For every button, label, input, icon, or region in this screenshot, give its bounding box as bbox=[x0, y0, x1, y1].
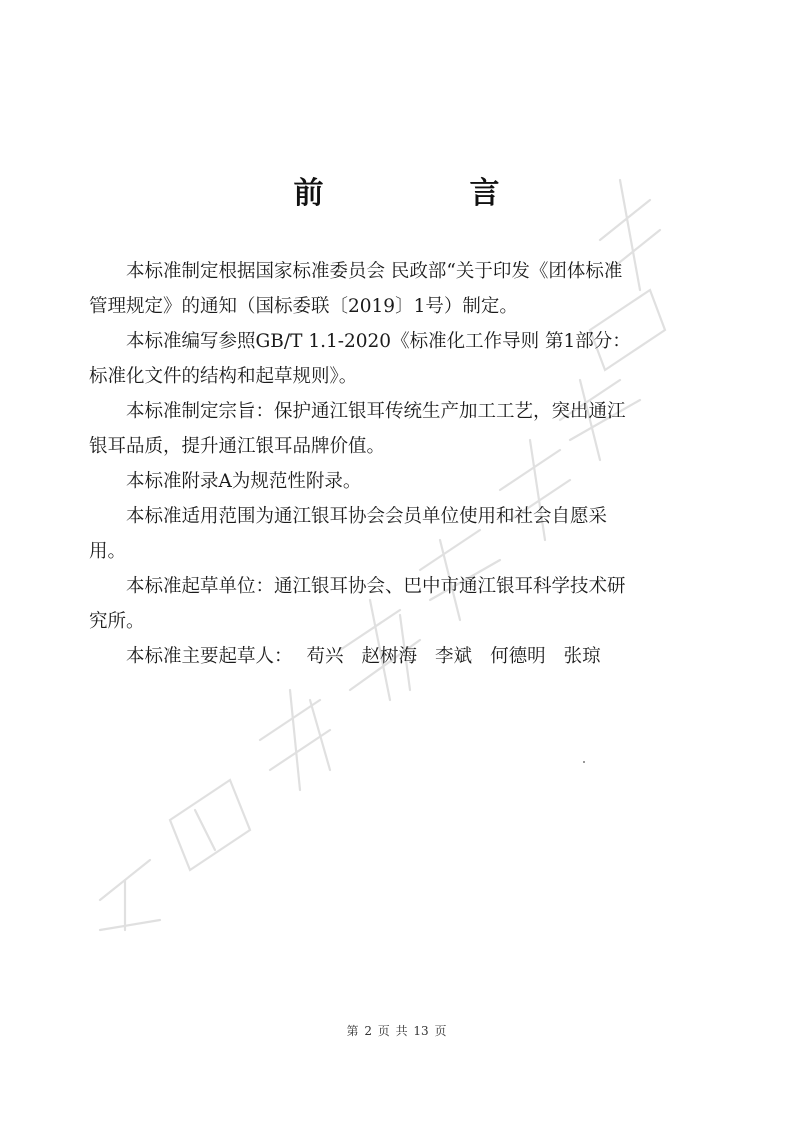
speck bbox=[583, 761, 585, 763]
paragraph-reference bbox=[89, 324, 709, 394]
page-title: 前 言 bbox=[293, 176, 558, 211]
paragraph-appendix bbox=[89, 464, 709, 499]
paragraph-line: 本标准制定宗旨：保护通江银耳传统生产加工工艺，突出通江 bbox=[126, 401, 626, 422]
paragraph-line: 本标准起草单位：通江银耳协会、巴中市通江银耳科学技术研 bbox=[126, 576, 626, 597]
paragraph-line: 银耳品质，提升通江银耳品牌价值。 bbox=[89, 436, 386, 457]
paragraph-line: 本标准编写参照GB/T 1.1-2020《标准化工作导则 第1部分： bbox=[126, 331, 631, 352]
paragraph-line: 用。 bbox=[89, 541, 127, 562]
document-body bbox=[89, 254, 709, 674]
drafter-name: 何德明 bbox=[490, 646, 546, 667]
paragraph-line: 本标准适用范围为通江银耳协会会员单位使用和社会自愿采 bbox=[126, 506, 608, 527]
paragraph-line: 究所。 bbox=[89, 611, 145, 632]
paragraph-drafters bbox=[89, 639, 709, 674]
drafters-label: 本标准主要起草人： bbox=[126, 646, 293, 667]
drafter-name: 李斌 bbox=[435, 646, 473, 667]
drafter-name: 张琼 bbox=[563, 646, 601, 667]
paragraph-line: 管理规定》的通知（国标委联〔2019〕1号）制定。 bbox=[89, 296, 518, 317]
paragraph-line: 本标准制定根据国家标准委员会 民政部“关于印发《团体标准 bbox=[126, 261, 623, 282]
drafter-name: 苟兴 bbox=[306, 646, 344, 667]
paragraph-drafting-units bbox=[89, 569, 709, 639]
page-footer: 第 2 页 共 13 页 bbox=[346, 1024, 447, 1038]
paragraph-purpose bbox=[89, 394, 709, 464]
drafter-name: 赵树海 bbox=[361, 646, 418, 667]
paragraph-line: 标准化文件的结构和起草规则》。 bbox=[89, 366, 358, 387]
paragraph-scope bbox=[89, 499, 709, 569]
drafters-line bbox=[89, 639, 709, 674]
paragraph-line: 本标准附录A为规范性附录。 bbox=[126, 471, 362, 492]
paragraph-basis bbox=[89, 254, 709, 324]
